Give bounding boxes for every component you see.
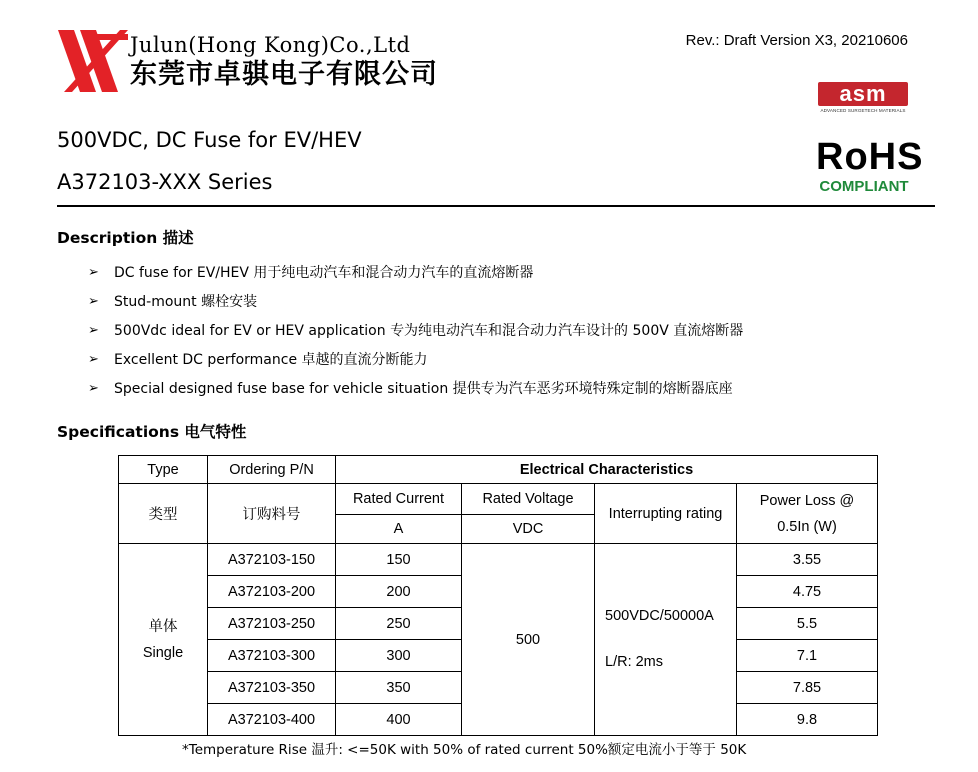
type-value-en: Single	[142, 644, 184, 661]
loss-cell: 3.55	[737, 544, 878, 576]
current-cell: 200	[336, 576, 462, 608]
list-item	[88, 320, 743, 349]
list-item	[88, 378, 743, 407]
type-value	[119, 544, 208, 736]
pn-cell: A372103-150	[208, 544, 336, 576]
pn-header-cn: 订购料号	[208, 484, 336, 544]
asm-logo-text: asm	[818, 82, 908, 106]
company-name	[130, 32, 438, 92]
header-divider	[57, 205, 935, 207]
power-loss-header-line1: Power Loss @	[759, 492, 855, 509]
asm-logo	[818, 82, 908, 114]
rated-voltage-header: Rated Voltage	[462, 484, 595, 515]
asm-logo-subtitle: ADVANCED SURGETECH MATERIALS	[820, 108, 906, 113]
current-cell: 400	[336, 704, 462, 736]
specifications-table	[118, 455, 878, 736]
specifications-heading: Specifications 电气特性	[57, 423, 247, 441]
list-item	[88, 349, 743, 378]
loss-cell: 9.8	[737, 704, 878, 736]
series-title: A372103-XXX Series	[57, 170, 273, 194]
voltage-value: 500	[462, 544, 595, 736]
type-header-cn: 类型	[119, 484, 208, 544]
current-cell: 250	[336, 608, 462, 640]
rohs-word: RoHS	[816, 136, 924, 178]
electrical-header: Electrical Characteristics	[336, 456, 878, 484]
power-loss-header	[737, 484, 878, 544]
current-cell: 350	[336, 672, 462, 704]
company-name-en: Julun(Hong Kong)Co.,Ltd	[130, 33, 411, 57]
power-loss-header-line2: 0.5In (W)	[777, 518, 837, 535]
list-item	[88, 262, 743, 291]
type-value-cn: 单体	[148, 618, 178, 635]
list-item-text: 500Vdc ideal for EV or HEV application 专为纯电动汽车和混合动力汽车设计的 500V 直流熔断器	[114, 323, 744, 339]
lr-value: L/R: 2ms	[605, 654, 664, 670]
interrupt-value	[595, 544, 737, 736]
arrow-bullet-icon: ➢	[88, 265, 99, 280]
loss-cell: 7.85	[737, 672, 878, 704]
interrupt-rating-value: 500VDC/50000A	[605, 608, 714, 624]
loss-cell: 5.5	[737, 608, 878, 640]
julun-logo-icon	[58, 30, 128, 92]
list-item-text: Excellent DC performance 卓越的直流分断能力	[114, 352, 428, 368]
current-cell: 300	[336, 640, 462, 672]
company-name-cn: 东莞市卓骐电子有限公司	[130, 59, 438, 90]
table-row	[119, 544, 878, 576]
current-cell: 150	[336, 544, 462, 576]
description-heading: Description 描述	[57, 229, 194, 247]
rohs-badge	[816, 136, 924, 195]
description-list	[88, 262, 743, 407]
loss-cell: 7.1	[737, 640, 878, 672]
rated-current-unit: A	[336, 515, 462, 544]
pn-cell: A372103-400	[208, 704, 336, 736]
temperature-footnote: *Temperature Rise 温升: <=50K with 50% of rated current 50%额定电流小于等于 50K	[182, 742, 747, 758]
pn-header: Ordering P/N	[208, 456, 336, 484]
revision-label: Rev.: Draft Version X3, 20210606	[685, 32, 908, 49]
loss-cell: 4.75	[737, 576, 878, 608]
pn-cell: A372103-350	[208, 672, 336, 704]
arrow-bullet-icon: ➢	[88, 381, 99, 396]
list-item-text: DC fuse for EV/HEV 用于纯电动汽车和混合动力汽车的直流熔断器	[114, 265, 534, 281]
rohs-compliant: COMPLIANT	[819, 178, 909, 195]
arrow-bullet-icon: ➢	[88, 294, 99, 309]
list-item	[88, 291, 743, 320]
arrow-bullet-icon: ➢	[88, 323, 99, 338]
list-item-text: Stud-mount 螺栓安装	[114, 294, 258, 310]
rated-voltage-unit: VDC	[462, 515, 595, 544]
arrow-bullet-icon: ➢	[88, 352, 99, 367]
interrupting-header: Interrupting rating	[595, 484, 737, 544]
pn-cell: A372103-200	[208, 576, 336, 608]
rated-current-header: Rated Current	[336, 484, 462, 515]
type-header: Type	[119, 456, 208, 484]
list-item-text: Special designed fuse base for vehicle situation 提供专为汽车恶劣环境特殊定制的熔断器底座	[114, 381, 733, 397]
pn-cell: A372103-300	[208, 640, 336, 672]
page-title: 500VDC, DC Fuse for EV/HEV	[57, 128, 362, 152]
pn-cell: A372103-250	[208, 608, 336, 640]
